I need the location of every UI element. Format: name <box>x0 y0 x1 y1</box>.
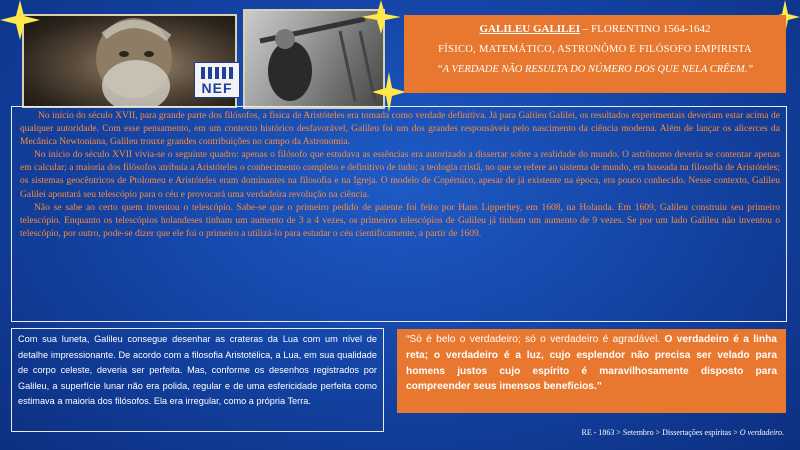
title-origin: – FLORENTINO 1564-1642 <box>580 23 711 35</box>
title-line <box>404 21 786 38</box>
footer-path: RE - 1863 > Setembro > Dissertações espíritas > <box>581 428 740 437</box>
main-paragraph: No início do século XVII, para grande parte dos filósofos, a física de Aristóteles era tomada como verdade definitiva. Já para Galileu Galilei, os resultados experimentais deveriam estar acima de qualquer autoridade. Com esse pensamento, em um contexto histórico desfavorável, Galileu foi um dos grandes responsáveis pelo nascimento da ciência moderna. Além de lançar os alicerces da Mecânica Newtoniana, Galileu trouxe grandes contribuições no campo da Astronomia. <box>20 111 780 148</box>
main-paragraph: Não se sabe ao certo quem inventou o telescópio. Sabe-se que o primeiro pedido de patente foi feito por Hans Lipperhey, em 1608, na Holanda. Em 1609, Galileu construiu seu primeiro telescópio. Enquanto os telescópios holandeses tinham um aumento de 3 a 4 vezes, os primeiros telescópios de Galileu já tinham um aumento de 9 vezes. Se por um lado Galileu não inventou o telescópio, por outro, pode-se dizer que ele foi o primeiro a utilizá-lo para estudar o céu cientificamente, a partir de 1609. <box>20 202 780 239</box>
main-paragraph: No início do século XVII vivia-se o seguinte quadro: apenas o filósofo que estudava as essências era autorizado a dissertar sobre a realidade do mundo. O astrônomo deveria se contentar apenas em calcular; a maioria dos filósofos atribuía a Aristóteles o conhecimento completo e definitivo de tudo; a teologia cristã, no que se refere ao sistema de mundo, era baseada na filosofia de Aristóteles; os sistemas geocêntricos de Ptolomeu e Aristóteles eram dominantes na filosofia e na Igreja. O modelo de Copérnico, apesar de já existente na época, era pouco conhecido. Nesse contexto, Galileu Galilei apontará seu telescópio para o céu e provocará uma verdadeira revolução na ciência. <box>20 150 780 200</box>
title-name: GALILEU GALILEI <box>479 23 581 35</box>
moon-text-box <box>11 328 384 432</box>
star-icon <box>361 0 401 34</box>
footer-end: . <box>782 428 784 437</box>
source-footer <box>582 428 784 437</box>
logo-columns-icon <box>201 67 233 79</box>
quote-box <box>397 329 786 413</box>
footer-item: O verdadeiro <box>739 428 782 437</box>
moon-text: Com sua luneta, Galileu consegue desenhar as crateras da Lua com um nível de detalhe impressionante. De acordo com a filosofia Aristotélica, a Lua, em sua qualidade de corpo celeste, deveria ser perfeita. Mas, conforme os desenhos registrados por Galileu, a superfície lunar não era polida, regular e de uma esfericidade perfeita como estimava a maioria dos filósofos. Ela era irregular, como a própria Terra. <box>18 334 377 407</box>
main-text-box <box>11 106 787 322</box>
title-box <box>404 15 786 93</box>
title-roles: FÍSICO, MATEMÁTICO, ASTRONÔMO E FILÓSOFO EMPIRISTA <box>438 44 752 55</box>
star-icon <box>0 0 40 40</box>
logo-text: NEF <box>201 80 233 96</box>
nef-logo <box>194 62 240 98</box>
quote-plain: “Só é belo o verdadeiro; só o verdadeiro é agradável. <box>406 334 665 345</box>
title-quote: “A VERDADE NÃO RESULTA DO NÚMERO DOS QUE NELA CRÊEM.” <box>436 64 754 75</box>
quote-bold: O verdadeiro é a linha reta; o verdadeiro é a luz, cujo esplendor não precisa ser velado para homens justos cujo espírito é maravilhosamente disposto para compreender seus imensos benefícios.” <box>406 334 777 393</box>
